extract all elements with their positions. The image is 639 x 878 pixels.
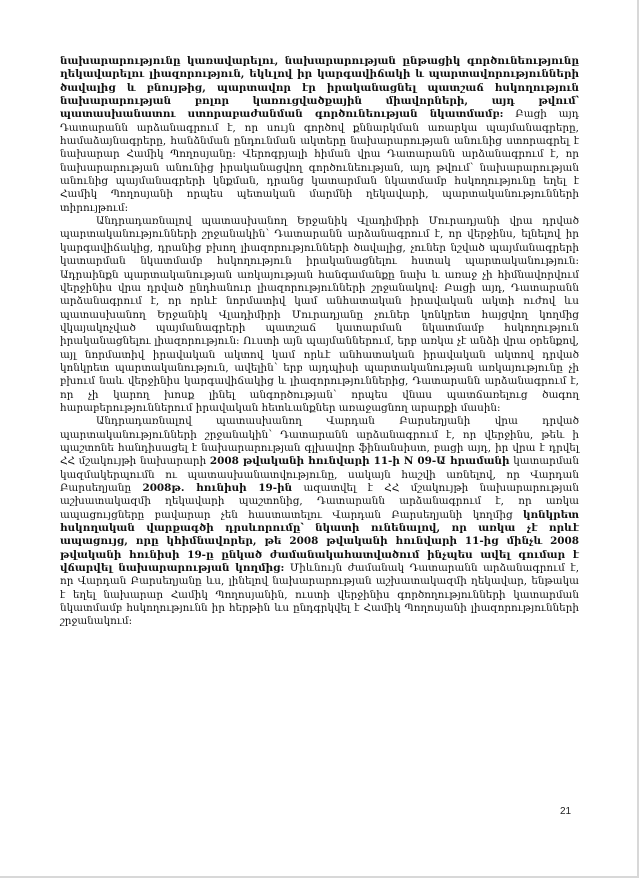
document-body	[60, 55, 579, 629]
paragraph-text: կատարման կազմակերպումն ու պատասխանատվությունը, սակայն հաշվի առնելով, որ Վարդան Բարսեղյանը	[60, 455, 579, 494]
paragraph-text: Բացի այդ Դատարանն արձանագրում է, որ սույն գործով քննարկման առարկա պայմանագրերը, համաձայնագրերը, հանձնման ընդունման ակտերը նախարարության անունից ստորագրել է նախարար Համիկ Պողոսյանը: Վերոգրյալի հիման վրա Դատարանն արձանագրում է, որ նախարարության անունից իրականացվող գործունեության, այդ թվում՝ նախարարության անունից պայմանագրերի կնքման, դրանց կատարման նկատմամբ հսկողությունը եղել է Համիկ Պողոսյանի որպես պետական մարմնի ղեկավարի, պարտականությունների տիրույթում:	[60, 108, 579, 214]
paragraph-text-bold: նախարարությունը կառավարելու, նախարարության ընթացիկ գործունեությունը ղեկավարելու լիազորություն, եկևլով իր կարգավիճակի և պարտավորությունների ծավալից և բնույթից, պարտավոր էր իրականացնել պատշաճ հսկողություն նախարարության բոլոր կառուցվածքային միավորների, այդ թվում՝ պատասխանատու ստորաբաժանման գործունեության նկատմամբ:	[60, 55, 579, 121]
paragraph-text: ազատվել է ՀՀ մշակույթի նախարարության աշխատակազմի ղեկավարի պաշտոնից, Դատարանն արձանագրում է, որ առկա ապացույցները բավարար չեն հաստատելու Վարդան Բարսեղյանի կողմից	[60, 482, 579, 521]
paragraph-text-bold: կոնկրետ հսկողական վարքագծի դրսևորումը՝ նկատի ունենալով, որ առկա չէ որևէ ապացույց, որը կհիմնավորեր, թե 2008 թվականի հունվարի 11-ից մինչև 2008 թվականի հունիսի 19-ը ընկած ժամանակահատվածում ինչպես ավել գումար է վճարվել նախարարության կողմից:	[60, 508, 579, 575]
paragraph-3	[60, 415, 579, 629]
paragraph-text-bold: 2008 թվականի հունվարի 11-ի N 09-Ա հրամանի	[209, 455, 510, 468]
page-number: 21	[560, 806, 572, 817]
paragraph-text: Անդրադառնալով պատասխանող Երջանիկ Վլադիմիրի Մուրադյանի վրա դրված պարտականությունների շրջանակին՝ Դատարանն արձանագրում է, որ վերջինս, ելնելով իր կարգավիճակից, դրանից բխող լիազորությունների ծավալից, չուներ նշված պայմանագրերի կատարման նկատմամբ հսկողություն իրականացնելու հստակ պարտականություն: Ադրաինքն պարտականության առկայության հանգամանքը նախ և առաջ չի հիմնավորվում վերջինիս վրա դրված ընդհանուր լիազորությունների շրջանակով: Բացի այդ, Դատարանն արձանագրում է, որ որևէ նորմատիվ կամ անհատական իրավական ակտի ուժով ևս պատասխանող Երջանիկ Վլադիմիրի Մուրադյանը չուներ կոնկրետ հայցվող կողմից վկայակոչված պայմանագրերի պատշաճ կատարման նկատմամբ հսկողություն իրականացնելու լիազորություն: Ուստի այն պայմաններում, երբ առկա չէ անձի վրա օրենքով, այլ նորմատիվ իրավական ակտով կամ որևէ անհատական իրավական ակտով դրված կոնկրետ պարտականություն, ավելին՝ երբ այդպիսի պարտականության առկայությունը չի բխում նաև վերջինիս կարգավիճակից և լիազորություններից, Դատարանն արձանագրում է, որ չի կարող խոսք լինել անգործության՝ որպես վնաս պատճառելուց ծագող հարաբերություններում իրավական հետևանքներ առաջացնող արարքի մասին:	[60, 215, 579, 414]
paragraph-1	[60, 55, 579, 215]
paragraph-text: Միևնույն ժամանակ Դատարանն արձանագրում է, որ Վարդան Բարսեղյանը ևս, լինելով նախարարության աշխատակազմի ղեկավար, ենթակա է եղել նախարար Համիկ Պողոսյանին, ուստի վերջինիս գործողությունների կատարման նկատմամբ հսկողությունն իր հերթին ևս ընդգրկվել է Համիկ Պողոսյանի լիազորությունների շրջանակում:	[60, 562, 579, 628]
paragraph-2	[60, 215, 579, 415]
paragraph-text-bold: 2008թ. հունիսի 19-ին	[142, 482, 293, 494]
paragraph-text: Անդրադառնալով պատասխանող Վարդան Բարսեղյանի վրա դրված պարտականությունների շրջանակին՝ Դատարանն արձանագրում է, որ վերջինս, թեև ի պաշտոնե հանդիսացել է նախարարության գլխավոր ֆինանսիստ, բացի այդ, իր վրա է դրվել ՀՀ մշակույթի նախարարի	[60, 415, 579, 468]
